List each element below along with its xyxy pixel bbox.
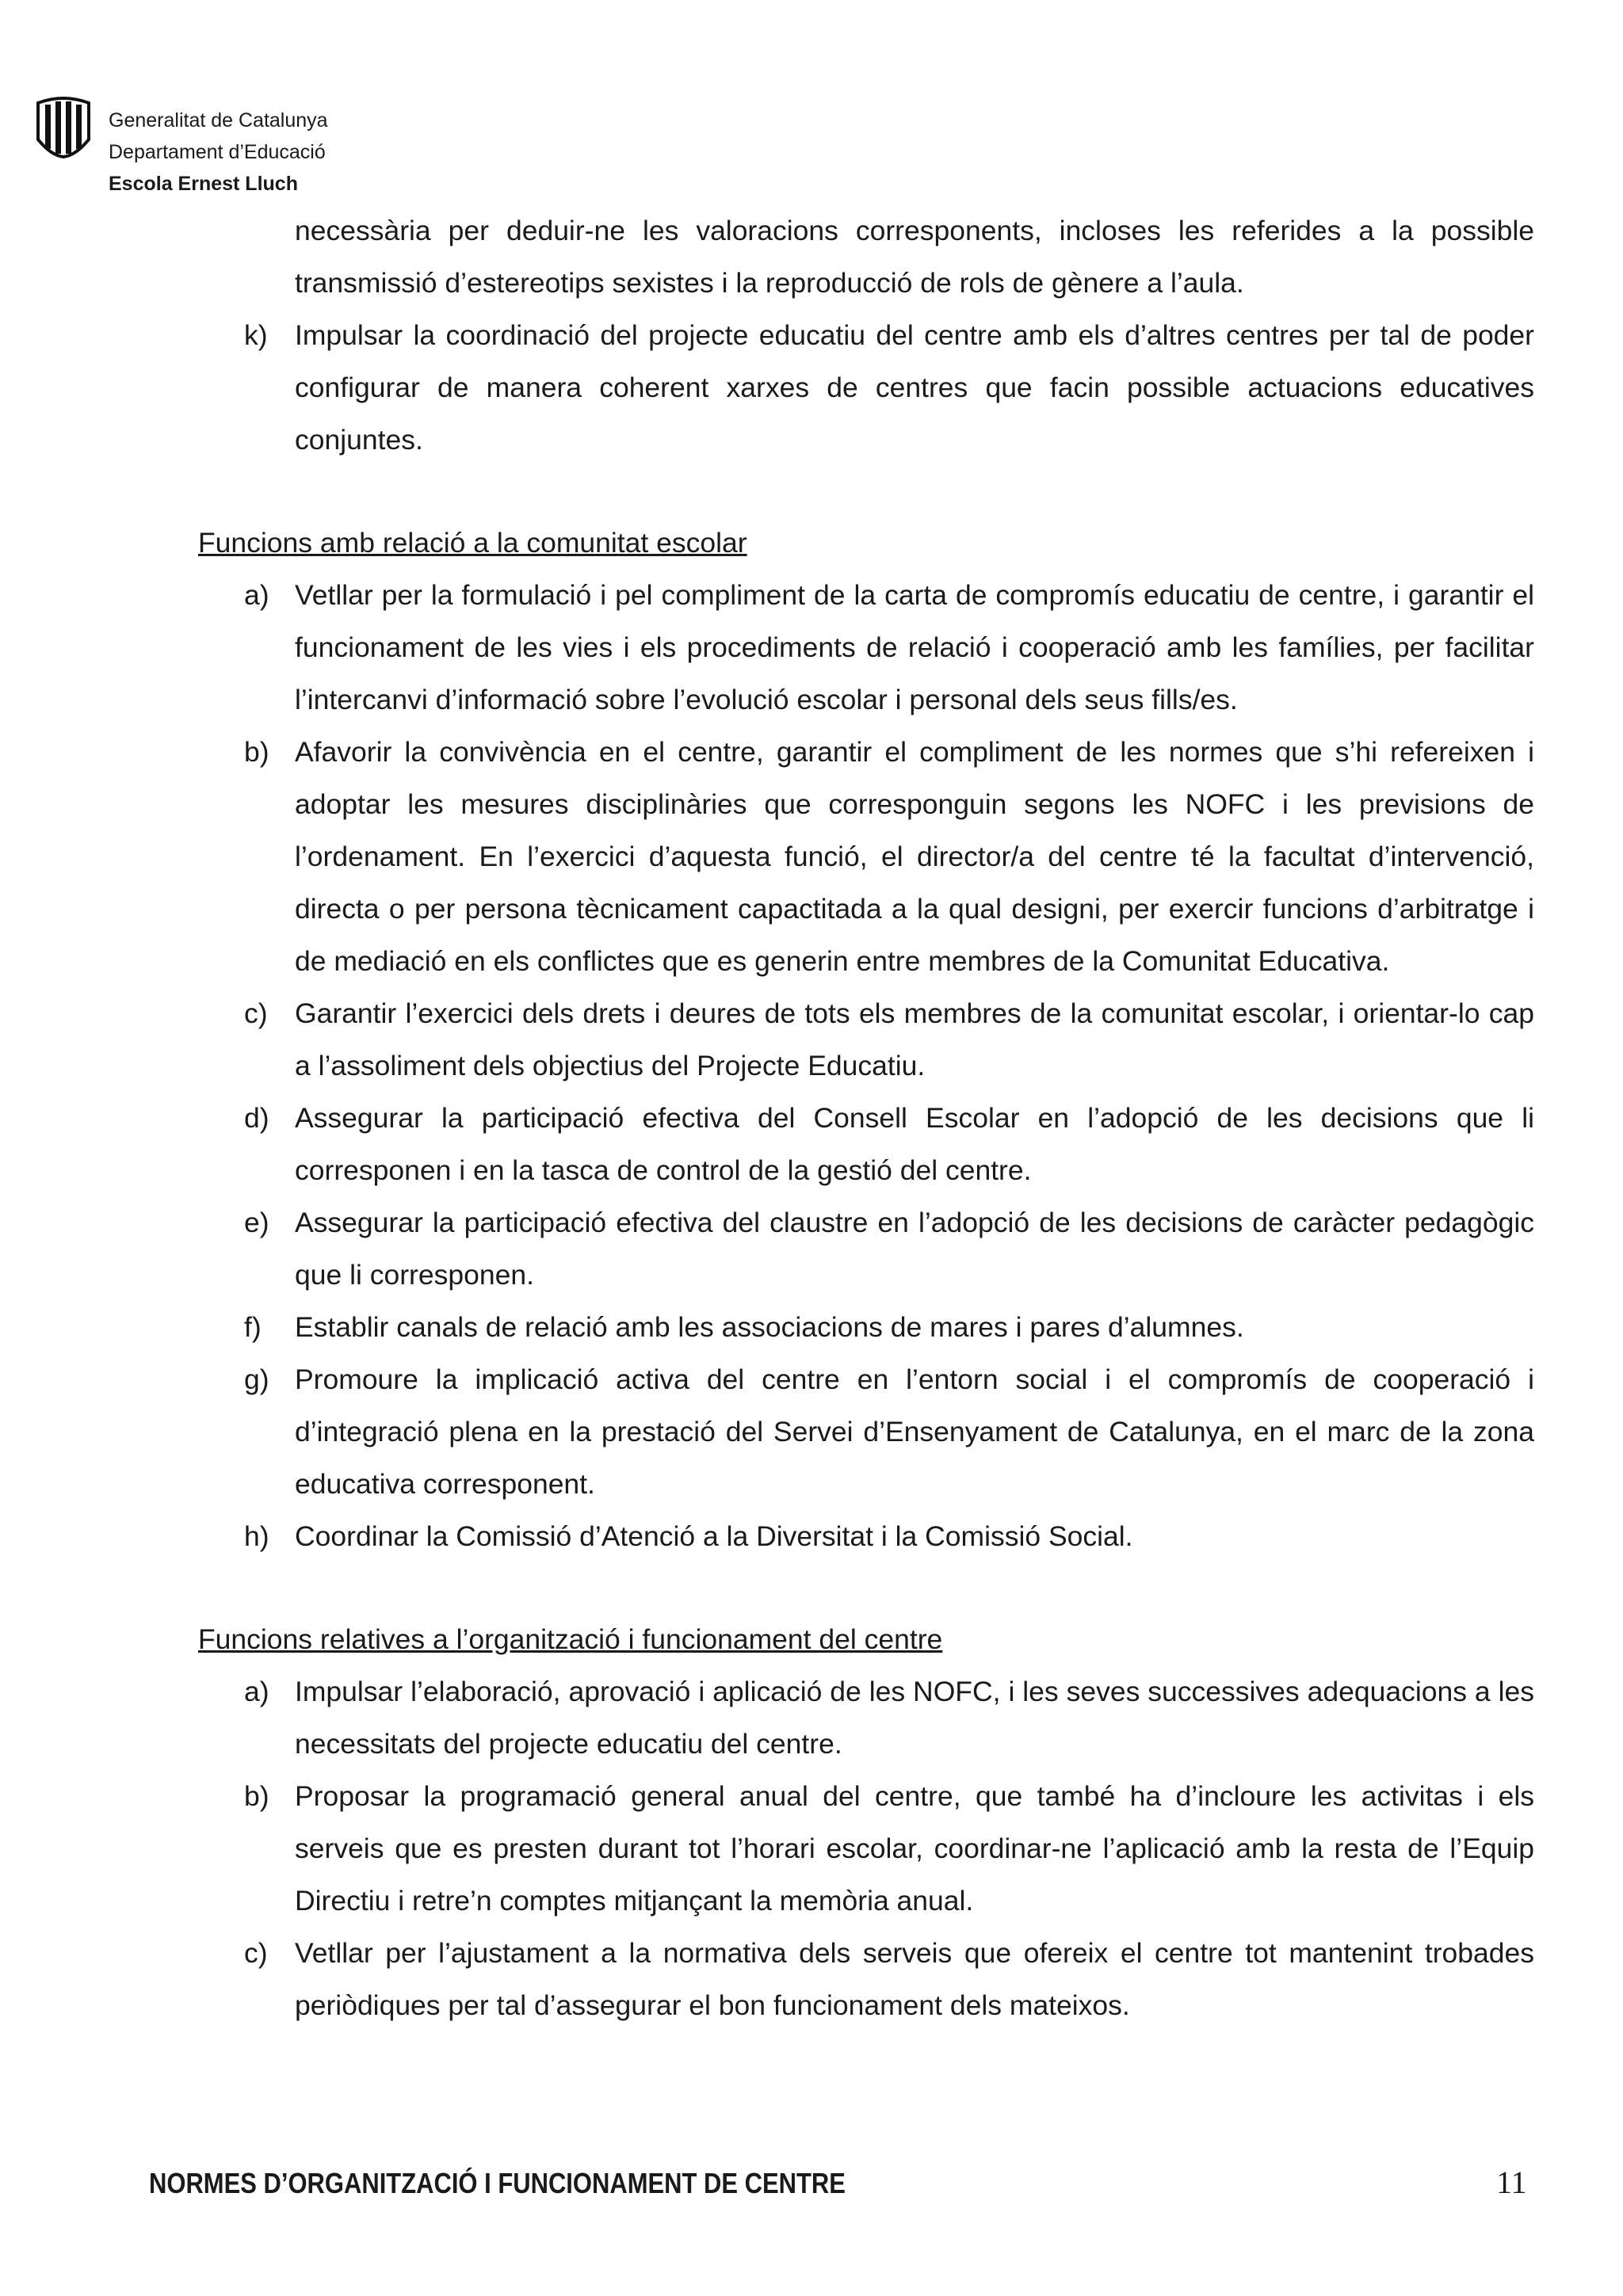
list-marker: e): [244, 1207, 269, 1238]
list-item-text: Impulsar la coordinació del projecte educatiu del centre amb els d’altres centres per tal de poder configurar de manera coherent xarxes de centres que facin possible actuacions educatives conjuntes.: [295, 319, 1534, 456]
generalitat-logo-icon: [35, 95, 92, 158]
list-item: [198, 1196, 1534, 1301]
community-functions-list: [198, 569, 1534, 1562]
list-marker: b): [244, 1780, 269, 1812]
list-item: [198, 1927, 1534, 2031]
list-item-k: [198, 309, 1534, 466]
continued-paragraph: necessària per deduir-ne les valoracions corresponents, incloses les referides a la possible transmissió d’estereotips sexistes i la reproducció de rols de gènere a l’aula.: [295, 215, 1534, 299]
list-item-text: Afavorir la convivència en el centre, garantir el compliment de les normes que s’hi refereixen i adoptar les mesures disciplinàries que corresponguin segons les NOFC i les previsions de l’ordenament. En l’exercici d’aquesta funció, el director/a del centre té la facultat d’intervenció, directa o per persona tècnicament capactitada a la qual designi, per exercir funcions d’arbitratge i de mediació en els conflictes que es generin entre membres de la Comunitat Educativa.: [295, 736, 1534, 977]
section-heading-community: Funcions amb relació a la comunitat escolar: [198, 527, 747, 559]
list-item: [198, 569, 1534, 726]
page-number: 11: [1496, 2164, 1527, 2200]
list-item-text: Promoure la implicació activa del centre en l’entorn social i el compromís de cooperació i d’integració plena en la prestació del Servei d’Ensenyament de Catalunya, en el marc de la zona educativa corresponent.: [295, 1363, 1534, 1500]
list-marker: a): [244, 579, 269, 611]
list-marker: k): [244, 319, 268, 351]
list-item: [198, 1353, 1534, 1510]
section-heading-organization: Funcions relatives a l’organització i funcionament del centre: [198, 1623, 943, 1655]
page-header: [35, 93, 590, 196]
list-item-text: Assegurar la participació efectiva del claustre en l’adopció de les decisions de caràcter pedagògic que li corresponen.: [295, 1207, 1534, 1291]
list-item: [198, 1665, 1534, 1770]
list-marker: c): [244, 1937, 268, 1969]
list-item-text: Proposar la programació general anual del centre, que també ha d’incloure les activitas i els serveis que es presten durant tot l’horari escolar, coordinar-ne l’aplicació amb la resta de l’Equip Directiu i retre’n comptes mitjançant la memòria anual.: [295, 1780, 1534, 1917]
list-item-text: Coordinar la Comissió d’Atenció a la Diversitat i la Comissió Social.: [295, 1520, 1133, 1552]
list-item-text: Vetllar per la formulació i pel compliment de la carta de compromís educatiu de centre, i garantir el funcionament de les vies i els procediments de relació i cooperació amb les famílies, per facilitar l’intercanvi d’informació sobre l’evolució escolar i personal dels seus fills/es.: [295, 579, 1534, 715]
list-item-text: Assegurar la participació efectiva del Consell Escolar en l’adopció de les decisions que li corresponen i en la tasca de control de la gestió del centre.: [295, 1102, 1534, 1186]
list-item: [198, 1770, 1534, 1927]
org-line-department: Departament d’Educació: [109, 141, 326, 163]
document-body: [198, 204, 1534, 2031]
list-marker: g): [244, 1363, 269, 1395]
list-item: [198, 987, 1534, 1092]
organization-block: [109, 105, 328, 200]
list-marker: c): [244, 997, 268, 1029]
list-item: [198, 1510, 1534, 1562]
organization-functions-list: [198, 1665, 1534, 2031]
list-item-text: Establir canals de relació amb les associacions de mares i pares d’alumnes.: [295, 1311, 1244, 1343]
list-marker: b): [244, 736, 269, 768]
org-line-generalitat: Generalitat de Catalunya: [109, 109, 328, 132]
list-item: [198, 1301, 1534, 1353]
list-item-text: Garantir l’exercici dels drets i deures de tots els membres de la comunitat escolar, i orientar-lo cap a l’assoliment dels objectius del Projecte Educatiu.: [295, 997, 1534, 1081]
list-item-text: Impulsar l’elaboració, aprovació i aplicació de les NOFC, i les seves successives adequacions a les necessitats del projecte educatiu del centre.: [295, 1676, 1534, 1760]
list-marker: f): [244, 1311, 262, 1343]
list-marker: h): [244, 1520, 269, 1552]
list-marker: a): [244, 1676, 269, 1707]
list-item: [198, 726, 1534, 987]
footer-document-title: NORMES D’ORGANITZACIÓ I FUNCIONAMENT DE CENTRE: [149, 2167, 846, 2199]
list-marker: d): [244, 1102, 269, 1134]
list-item-text: Vetllar per l’ajustament a la normativa dels serveis que ofereix el centre tot mantenint trobades periòdiques per tal d’assegurar el bon funcionament dels mateixos.: [295, 1937, 1534, 2021]
school-name: Escola Ernest Lluch: [109, 173, 298, 195]
list-item: [198, 1092, 1534, 1196]
